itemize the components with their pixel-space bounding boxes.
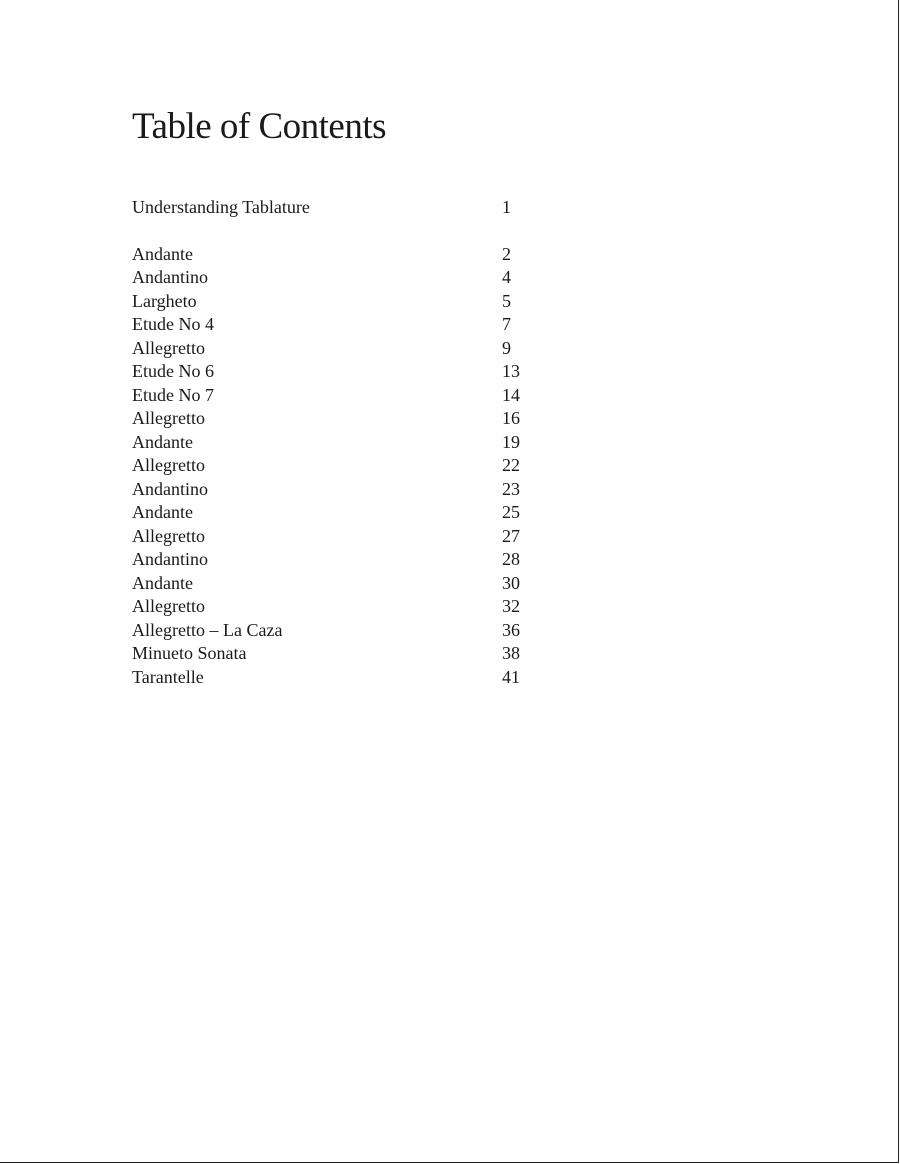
toc-entry-page: 2 [502,243,511,264]
toc-entry-page: 4 [502,267,511,287]
toc-entry-title: Allegretto – La Caza [132,619,283,640]
toc-row [132,431,552,455]
toc-entry-page: 41 [502,666,520,687]
toc-entry-title: Allegretto [132,525,205,546]
toc-entry-title: Allegretto [132,337,205,358]
toc-row [132,572,552,596]
toc-row [132,313,552,337]
toc-entry-title: Minueto Sonata [132,643,247,663]
toc-entry-page: 5 [502,290,511,311]
toc-row [132,266,552,290]
toc-row [132,407,552,431]
toc-entry-title: Andantino [132,267,208,287]
toc-row [132,619,552,643]
toc-row [132,666,552,690]
toc-entry-title: Etude No 7 [132,384,214,405]
toc-entry-page: 19 [502,431,520,452]
toc-entry-title: Largheto [132,290,197,311]
toc-entry-title: Andante [132,243,193,264]
toc-entry-page: 13 [502,361,520,381]
toc-entry-page: 27 [502,525,520,546]
toc-entry-page: 32 [502,596,520,616]
toc-entry-page: 30 [502,572,520,593]
toc-entry-title: Tarantelle [132,666,204,687]
toc-entry-title: Andante [132,572,193,593]
toc-entry-page: 7 [502,314,511,334]
toc-entry-title: Andante [132,431,193,452]
toc-entry-page: 25 [502,502,520,522]
toc-entry-page: 14 [502,384,520,405]
toc-row [132,501,552,525]
toc-row [132,454,552,478]
toc-entry-title: Allegretto [132,408,205,428]
toc-entry-page: 38 [502,643,520,663]
toc-entry-title: Allegretto [132,455,205,475]
toc-entry-page: 36 [502,619,520,640]
toc-row [132,642,552,666]
toc-row [132,243,552,267]
toc-row [132,196,552,220]
toc-entry-page: 16 [502,408,520,428]
toc-row [132,384,552,408]
toc-row [132,595,552,619]
toc-entry-title: Andante [132,502,193,522]
page-title: Table of Contents [132,106,387,147]
toc-entry-page: 28 [502,549,520,569]
toc-entry-page: 1 [502,197,511,217]
toc-entry-page: 23 [502,478,520,499]
toc-entry-title: Etude No 6 [132,361,214,381]
toc-row [132,478,552,502]
toc-entry-title: Understanding Tablature [132,197,310,217]
toc-entry-title: Andantino [132,478,208,499]
toc-entry-title: Allegretto [132,596,205,616]
toc-row [132,525,552,549]
toc-entry-page: 22 [502,455,520,475]
toc-row [132,360,552,384]
toc-list [132,196,552,689]
toc-entry-page: 9 [502,337,511,358]
toc-entry-title: Andantino [132,549,208,569]
toc-row [132,337,552,361]
toc-entry-title: Etude No 4 [132,314,214,334]
toc-row [132,548,552,572]
toc-row [132,290,552,314]
